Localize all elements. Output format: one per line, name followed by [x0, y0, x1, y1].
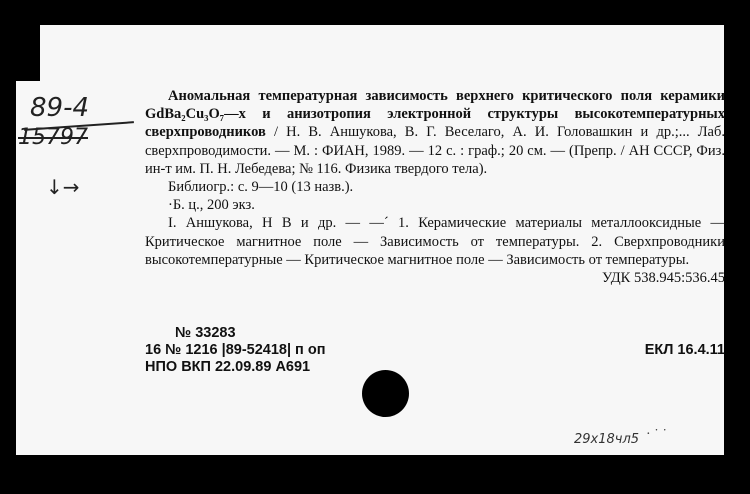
handwritten-number-2: 15797 — [18, 125, 88, 150]
stamp-line-3: НПО ВКП 22.09.89 А691 — [145, 359, 311, 375]
record-udc: УДК 538.945:536.45 — [601, 270, 725, 287]
record-bibliography: Библиогр.: с. 9—10 (13 назв.). — [168, 179, 354, 196]
bottom-handwritten-note: 29x18чл5 — [574, 432, 640, 447]
card-corner-notch — [16, 25, 40, 81]
stamp-line-right: ЕКЛ 16.4.11 — [644, 342, 725, 358]
stamp-number: № 33283 — [175, 325, 236, 341]
handwritten-number-1: 89-4 — [30, 93, 90, 123]
handwritten-mark: ↓→ — [46, 175, 80, 199]
record-title: Аномальная температурная зависимость верхнего критического поля керамики GdBa₂Cu₃O₇—x и анизотропия электронной структуры высокотемпературных сверхпроводников — [145, 88, 725, 141]
record-text — [145, 87, 725, 287]
stamp-block — [145, 325, 725, 376]
record-price: ·Б. ц., 200 экз. — [168, 197, 255, 214]
record-description: / Н. В. Аншукова, В. Г. Веселаго, А. И. Головашкин и др.;... Лаб. сверхпроводимости. — М. : ФИАН, 1989. — 12 с. : граф.; 20 см. — (Препр. / АН СССР, Физ. ин-т им. П. Н. Лебедева; № 116. Физика твердого тела). — [145, 124, 725, 177]
catalog-card — [16, 25, 724, 455]
record-subjects: I. Аншукова, Н В и др. — —´ 1. Керамические материалы металлооксидные — Критическое магнитное поле — Зависимость от температуры. 2. Сверхпроводники высокотемпературные — Критическое магнитное поле — Зависимость от температуры. — [145, 215, 725, 268]
bottom-dots: · ˙ ˙ — [646, 427, 667, 442]
stamp-line-left: 16 № 1216 |89-52418| п оп — [145, 342, 326, 358]
punch-hole — [362, 370, 409, 417]
record-main — [145, 87, 725, 178]
stamp-row — [145, 342, 725, 359]
